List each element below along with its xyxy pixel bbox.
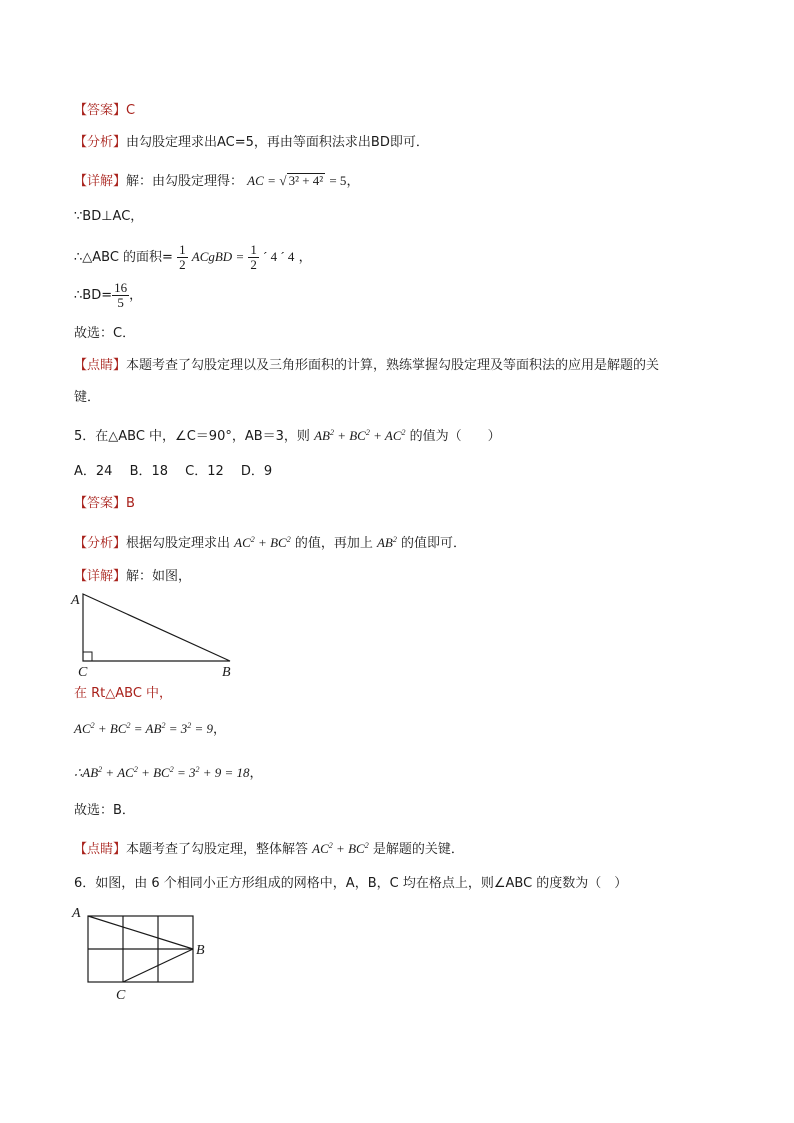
analysis-expr: $AC^2 + BC^2$	[234, 535, 291, 550]
answer-tag: 【答案】	[74, 496, 127, 511]
point-c-label: C	[116, 988, 126, 1003]
detail-result: = 5	[329, 173, 347, 188]
eq1-expr: $AC^2 + BC^2 = AB^2 = 3^2 = 9$	[74, 721, 213, 736]
detail-sqrt: 3² + 4²	[288, 173, 324, 188]
bd-prefix: ∴BD=	[74, 288, 113, 303]
q6-stem	[74, 874, 627, 894]
detail-eq: =	[267, 173, 276, 188]
q5-eq1	[74, 719, 226, 740]
choose-text: 故选：C．	[74, 326, 136, 341]
detail-ac: AC	[247, 173, 264, 188]
q5-rt	[74, 684, 172, 704]
q5-eq2	[74, 763, 263, 784]
q5-options	[74, 462, 272, 482]
q5-detail	[74, 567, 191, 587]
q4-detail	[74, 171, 359, 192]
area-frac2: $\frac{1}{2}$	[250, 242, 257, 272]
comma: ，	[129, 288, 143, 303]
answer-value: B	[126, 496, 135, 511]
q5-choose	[74, 801, 135, 821]
analysis-text: 由勾股定理求出AC=5，再由等面积法求出BD即可．	[126, 135, 429, 150]
area-expr2: ´ 4 ´ 4	[263, 249, 295, 264]
q5-stem-suffix: 的值为（ ）	[409, 429, 501, 444]
detail-intro: 解：如图，	[126, 569, 192, 584]
q4-comment	[74, 356, 659, 376]
q5-stem	[74, 426, 501, 447]
area-expr1: ACgBD =	[191, 249, 245, 264]
answer-tag: 【答案】	[74, 103, 127, 118]
q4-choose	[74, 324, 135, 344]
comment-prefix: 本题考查了勾股定理，整体解答	[126, 842, 309, 857]
analysis-prefix: 根据勾股定理求出	[126, 536, 231, 551]
detail-intro: 解：由勾股定理得：	[126, 174, 244, 189]
rt-line: 在 Rt△ABC 中，	[74, 686, 173, 701]
q4-analysis	[74, 133, 429, 153]
q4-comment-cont	[74, 388, 100, 408]
q4-area	[74, 243, 312, 272]
vertex-c-label: C	[78, 665, 88, 680]
analysis-tag: 【分析】	[74, 135, 127, 150]
analysis-expr2: $AB^2$	[376, 535, 397, 550]
analysis-tag: 【分析】	[74, 536, 127, 551]
q5-comment	[74, 839, 464, 860]
vertex-a-label: A	[71, 593, 80, 608]
q4-bd	[74, 281, 142, 310]
bd-frac: $\frac{16}{5}$	[114, 280, 128, 310]
point-b-label: B	[196, 943, 205, 958]
comment-expr: $AC^2 + BC^2$	[312, 841, 369, 856]
q5-answer	[74, 494, 135, 514]
q5-analysis	[74, 533, 466, 554]
comment-tag: 【点睛】	[74, 842, 127, 857]
answer-value: C	[126, 103, 136, 118]
comma: ，	[213, 722, 227, 737]
grid-figure	[66, 900, 226, 1006]
comment-tag: 【点睛】	[74, 358, 127, 373]
analysis-suffix: 的值即可．	[401, 536, 467, 551]
q5-stem-prefix: 5．在△ABC 中，∠C＝90°，AB＝3，则	[74, 429, 310, 444]
perp-line: ∵BD⊥AC，	[74, 209, 144, 224]
comma: ，	[298, 250, 312, 265]
vertex-b-label: B	[222, 665, 231, 680]
detail-tag: 【详解】	[74, 569, 127, 584]
q6-stem-text: 6．如图，由 6 个相同小正方形组成的网格中，A，B，C 均在格点上，则∠ABC 的度数为（ ）	[74, 876, 628, 891]
analysis-mid: 的值，再加上	[294, 536, 373, 551]
comment-suffix: 是解题的关键．	[372, 842, 464, 857]
comment-line1: 本题考查了勾股定理以及三角形面积的计算，熟练掌握勾股定理及等面积法的应用是解题的关	[126, 358, 660, 373]
comma: ，	[346, 174, 360, 189]
q5-options-text: A．24 B．18 C．12 D．9	[74, 464, 273, 479]
detail-tag: 【详解】	[74, 174, 127, 189]
eq2-expr: $\therefore AB^2 + AC^2 + BC^2 = 3^2 + 9 = 18$	[74, 765, 250, 780]
comment-line2: 键．	[74, 390, 101, 405]
q4-answer	[74, 101, 135, 121]
choose-text: 故选：B．	[74, 803, 135, 818]
comma: ，	[249, 766, 263, 781]
area-prefix: ∴△ABC 的面积=	[74, 250, 173, 265]
area-frac1: $\frac{1}{2}$	[179, 242, 186, 272]
q4-perp	[74, 207, 143, 227]
sqrt-symbol: √	[279, 173, 287, 188]
q5-stem-expr: $AB^2 + BC^2 + AC^2$	[314, 428, 406, 443]
right-triangle-figure	[66, 588, 246, 680]
point-a-label: A	[72, 906, 81, 921]
